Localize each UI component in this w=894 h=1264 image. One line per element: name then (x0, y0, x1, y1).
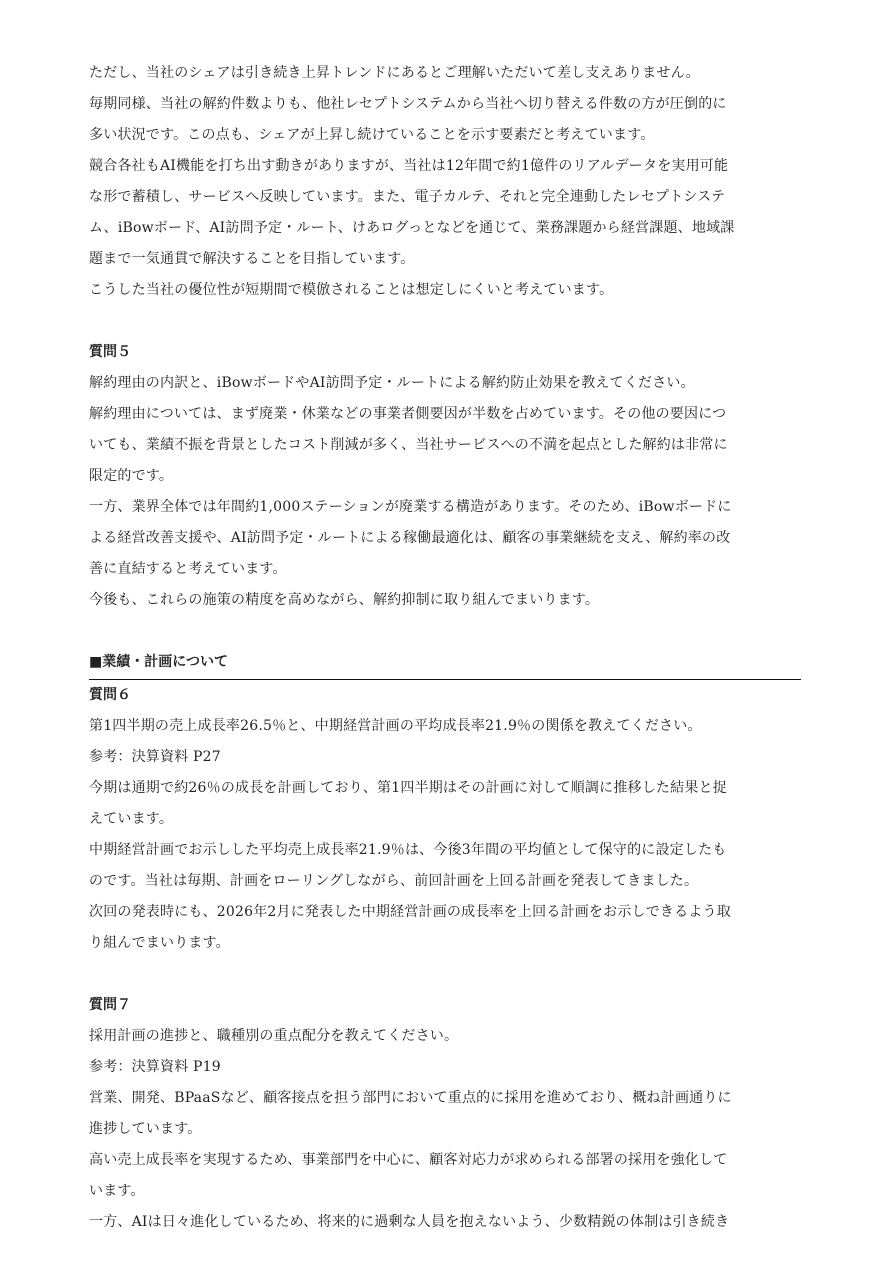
paragraph-line: 解約理由については、まず廃業・休業などの事業者側要因が半数を占めています。その他の要因につ (89, 406, 727, 422)
paragraph-line: 採用計画の進捗と、職種別の重点配分を教えてください。 (89, 1028, 459, 1044)
paragraph-line: よる経営改善支援や、AI訪問予定・ルートによる稼働最適化は、顧客の事業継続を支え、解約率の改 (89, 530, 731, 546)
question-5-block (89, 337, 801, 616)
paragraph-line: 次回の発表時にも、2026年2月に発表した中期経営計画の成長率を上回る計画をお示しできるよう取 (89, 904, 731, 920)
paragraph-line: 多い状況です。この点も、シェアが上昇し続けていることを示す要素だと考えています。 (89, 127, 655, 143)
question-7-title: 質問７ (89, 997, 131, 1013)
section-heading: ■業績・計画について (89, 649, 801, 680)
paragraph-line: 高い売上成長率を実現するため、事業部門を中心に、顧客対応力が求められる部署の採用を強化して (89, 1152, 728, 1168)
paragraph-line: 進捗しています。 (89, 1121, 202, 1137)
reference-line: 参考：決算資料 P19 (89, 1059, 221, 1075)
paragraph-line: 一方、AIは日々進化しているため、将来的に過剰な人員を抱えないよう、少数精鋭の体制は引き続き (89, 1214, 730, 1230)
intro-block (89, 58, 801, 306)
paragraph-line: 営業、開発、BPaaSなど、顧客接点を担う部門において重点的に採用を進めており、概ね計画通りに (89, 1090, 732, 1106)
paragraph-line: り組んでまいります。 (89, 935, 230, 951)
paragraph-line: 限定的です。 (89, 468, 174, 484)
paragraph-line: ただし、当社のシェアは引き続き上昇トレンドにあるとご理解いただいて差し支えありません。 (89, 65, 700, 81)
paragraph-line: 題まで一気通貫で解決することを目指しています。 (89, 251, 415, 267)
document-page (89, 58, 801, 1238)
paragraph-line: 善に直結すると考えています。 (89, 561, 287, 577)
spacer (89, 306, 801, 337)
paragraph-line: います。 (89, 1183, 145, 1199)
question-6-title: 質問６ (89, 687, 131, 703)
paragraph-line: 今期は通期で約26％の成長を計画しており、第1四半期はその計画に対して順調に推移した結果と捉 (89, 780, 727, 796)
question-5-title: 質問５ (89, 344, 131, 360)
paragraph-line: 今後も、これらの施策の精度を高めながら、解約抑制に取り組んでまいります。 (89, 592, 600, 608)
paragraph-line: な形で蓄積し、サービスへ反映しています。また、電子カルテ、それと完全連動したレセプトシステ (89, 189, 726, 205)
paragraph-line: 中期経営計画でお示しした平均売上成長率21.9％は、今後3年間の平均値として保守的に設定したも (89, 842, 727, 858)
paragraph-line: ム、iBowボード、AI訪問予定・ルート、けあログっとなどを通じて、業務課題から経営課題、地域課 (89, 220, 735, 236)
paragraph-line: えています。 (89, 811, 174, 827)
spacer (89, 616, 801, 647)
question-7-block (89, 990, 801, 1238)
spacer (89, 959, 801, 990)
paragraph-line: のです。当社は毎期、計画をローリングしながら、前回計画を上回る計画を発表してきました。 (89, 873, 699, 889)
paragraph-line: 競合各社もAI機能を打ち出す動きがありますが、当社は12年間で約1億件のリアルデータを実用可能 (89, 158, 729, 174)
paragraph-line: 一方、業界全体では年間約1,000ステーションが廃業する構造があります。そのため、iBowボードに (89, 499, 732, 515)
paragraph-line: 第1四半期の売上成長率26.5％と、中期経営計画の平均成長率21.9％の関係を教えてください。 (89, 718, 702, 734)
paragraph-line: 解約理由の内訳と、iBowボードやAI訪問予定・ルートによる解約防止効果を教えてください。 (89, 375, 695, 391)
paragraph-line: いても、業績不振を背景としたコスト削減が多く、当社サービスへの不満を起点とした解約は非常に (89, 437, 728, 453)
reference-line: 参考：決算資料 P27 (89, 749, 221, 765)
paragraph-line: こうした当社の優位性が短期間で模倣されることは想定しにくいと考えています。 (89, 282, 614, 298)
question-6-block (89, 680, 801, 959)
paragraph-line: 毎期同様、当社の解約件数よりも、他社レセプトシステムから当社へ切り替える件数の方が圧倒的に (89, 96, 727, 112)
